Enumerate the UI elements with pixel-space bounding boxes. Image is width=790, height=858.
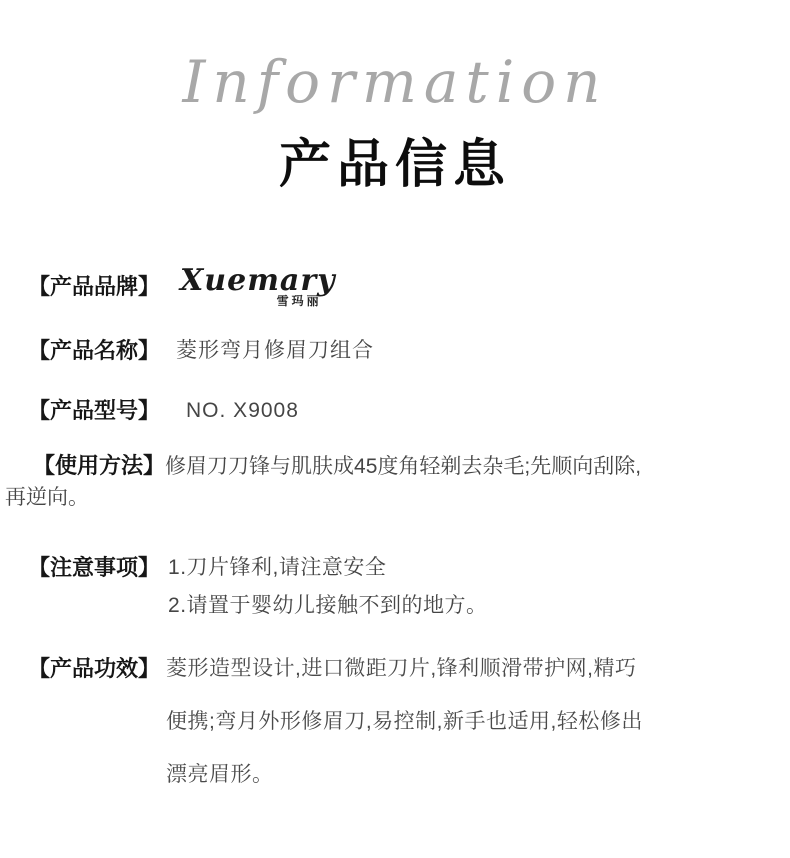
header-script-text: Information [182, 48, 608, 116]
page-title: 产品信息 [278, 136, 511, 194]
model-value: NO. X9008 [186, 399, 299, 422]
effect-line-2: 便携;弯月外形修眉刀,易控制,新手也适用,轻松修出 [166, 710, 643, 733]
notice-list [168, 549, 488, 625]
name-row [28, 336, 374, 366]
usage-row [5, 450, 788, 513]
usage-line-2: 再逆向。 [5, 486, 89, 509]
brand-logo-text: Xuemary [180, 263, 336, 298]
usage-line-1: 修眉刀刀锋与肌肤成45度角轻剃去杂毛;先顺向刮除, [165, 455, 642, 478]
notice-label: 【注意事项】 [28, 555, 161, 580]
name-label: 【产品名称】 [28, 338, 161, 363]
brand-logo-subtext: 雪玛丽 [276, 294, 322, 308]
notice-row [28, 549, 488, 625]
brand-row [28, 263, 336, 317]
notice-item-1: 1.刀片锋利,请注意安全 [168, 556, 387, 579]
brand-logo [180, 264, 336, 309]
effect-label: 【产品功效】 [28, 656, 161, 681]
effect-line-1: 菱形造型设计,进口微距刀片,锋利顺滑带护网,精巧 [166, 657, 637, 680]
name-value: 菱形弯月修眉刀组合 [176, 339, 375, 362]
effect-line-3: 漂亮眉形。 [166, 763, 274, 786]
notice-item-2: 2.请置于婴幼儿接触不到的地方。 [168, 594, 488, 617]
model-label: 【产品型号】 [28, 398, 161, 423]
usage-label: 【使用方法】 [33, 453, 166, 478]
brand-label: 【产品品牌】 [28, 274, 161, 299]
effect-text [166, 642, 643, 801]
effect-row [28, 642, 643, 801]
model-row [28, 396, 299, 426]
